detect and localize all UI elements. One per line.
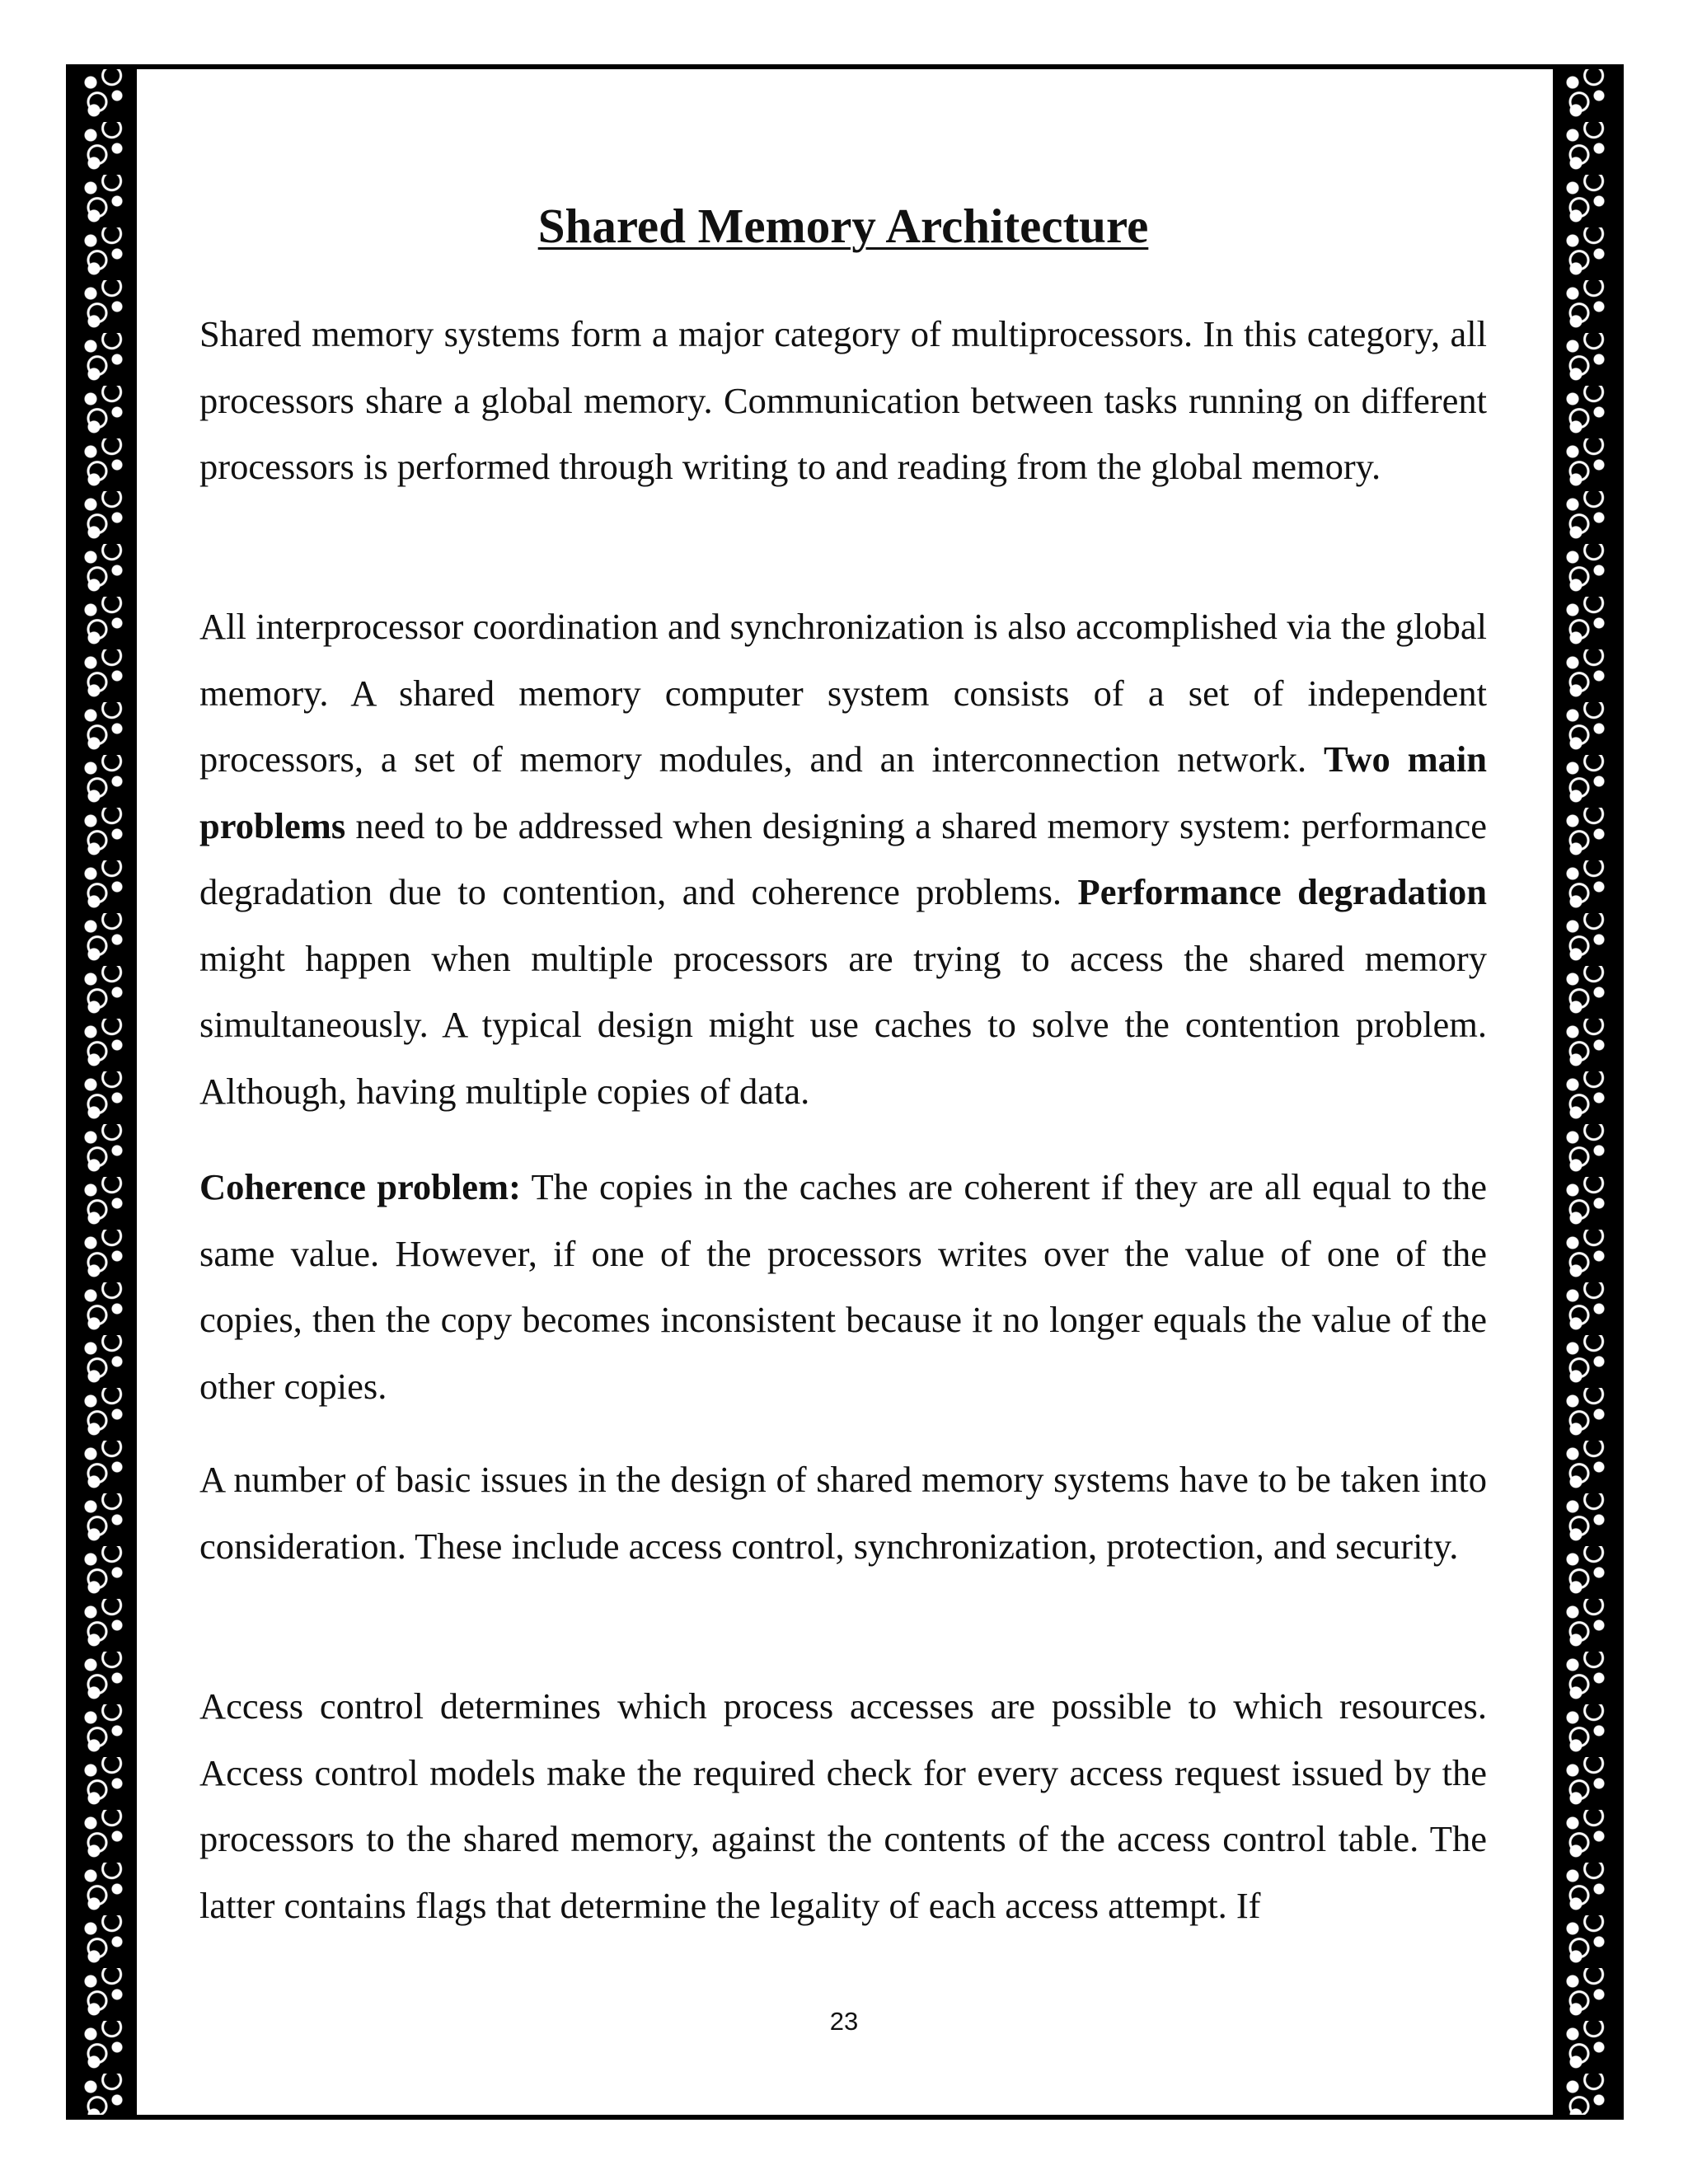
paragraph-coordination-text: All interprocessor coordination and synchronization is also accomplished via the global memory. A shared memory computer system consists of a set of independent processors, a set of memory modules, and an interconnection network. xyxy=(199,606,1487,780)
paragraph-intro: Shared memory systems form a major category of multiprocessors. In this category, all processors share a global memory. Communication between tasks running on different processors is performed through writing to and reading from the global memory. xyxy=(199,313,1487,487)
bold-coherence-problem: Coherence problem: xyxy=(199,1166,521,1207)
page-number: 23 xyxy=(829,2007,859,2036)
bold-two-main-problems: Two main problems xyxy=(199,738,1488,846)
paragraph-coherence xyxy=(199,1154,1487,1419)
paragraph-coordination xyxy=(199,593,1487,1124)
decorative-border-right xyxy=(1553,69,1619,2115)
paragraph-degradation-text: might happen when multiple processors are trying to access the shared memory simultaneously. A typical design might use caches to solve the contention problem. Although, having multiple copies of data. xyxy=(199,937,1487,1112)
paragraph-problems-text: need to be addressed when designing a shared memory system: performance degradation due to contention, and coherence problems. xyxy=(199,804,1488,912)
decorative-border-left xyxy=(71,69,137,2115)
paragraph-access-control: Access control determines which process accesses are possible to which resources. Access control models make the required check for every access request issued by the processors to the shared memory, against the contents of the access control table. The latter contains flags that determine the legality of each access attempt. If xyxy=(199,1685,1487,1926)
paragraph-basic-issues: A number of basic issues in the design of shared memory systems have to be taken into consideration. These include access control, synchronization, protection, and security. xyxy=(199,1459,1487,1567)
page-title: Shared Memory Architecture xyxy=(537,199,1149,253)
paragraph-coherence-text: The copies in the caches are coherent if they are all equal to the same value. However, if one of the processors writes over the value of one of the copies, then the copy becomes inconsistent because it no longer equals the value of the other copies. xyxy=(199,1166,1487,1407)
bold-performance-degradation: Performance degradation xyxy=(1077,871,1488,912)
